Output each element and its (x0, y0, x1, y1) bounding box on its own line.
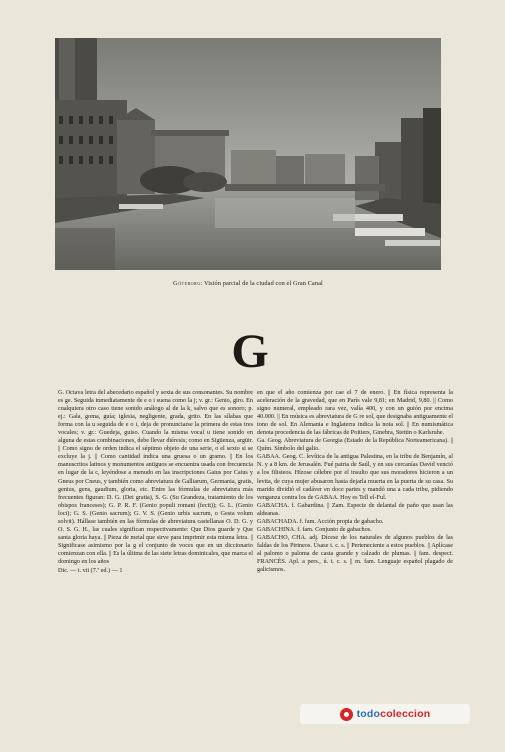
left-column (58, 389, 253, 575)
right-column (257, 389, 453, 574)
entry-g-continued: en que el año comienza por cae el 7 de enero. || En física representa la aceleración de la gravedad, que en París vale 9,81; en Madrid, 9,80. || Como signo numeral, empleado rara vez, valía 400, y con un guión por encima 40.000. || En música es abreviatura de G re sol, que designaba antiguamente el tono de sol. En Alemania e Inglaterra indica la nota sol. || En numismática denota procedencia de las fábricas de Poitiers, Ginebra, Stettin o Karlsruhe. (257, 389, 453, 437)
section-letter: G (231, 325, 269, 378)
entry-gabacho: GABACHO, CHA. adj. Dícese de los naturales de algunos pueblos de las faldas de los Pirineos. Úsase t. c. s. || Perteneciente a estos pueblos. || Aplícase al palomo o paloma de casta grande y calzado de plumas. || fam. despect. FRANCÉS. Apl. a pers., ú. t. c. s. || m. fam. Lenguaje español plagado de galicismos. (257, 533, 453, 574)
caption-text: : Visión parcial de la ciudad con el Gran Canal (200, 280, 323, 287)
todocoleccion-watermark (300, 704, 470, 724)
photo-caption (55, 280, 441, 287)
entry-gabachada: GABACHADA. f. fam. Acción propia de gabacho. (257, 517, 384, 525)
watermark-text: todocoleccion (356, 708, 431, 720)
entry-gabaa: GABAA. Geog. C. levítica de la antigua Palestina, en la tribu de Benjamín, al N. y a 8 km. de Jerusalén. Fué patria de Saúl, y en sus cercanías David venció a los filisteos. Hízose célebre por el insulto que sus moradores hicieron a un levita, de cuya mujer abusaron hasta dejarla muerta en la puerta de su casa. Su marido dividió el cadáver en doce partes y mandó una a cada tribu, pidiendo venganza contra los de GABAA. Hoy es Tell el-Ful. (257, 453, 453, 501)
city-canal-photo (55, 38, 441, 270)
entry-gabachina: GABACHINA. f. fam. Conjunto de gabachos. (257, 525, 372, 533)
page-folio: Dic. — t. vii (7.ª ed.) — 1 (58, 567, 123, 575)
entry-g: G. Octava letra del abecedario español y sexta de sus consonantes. Su nombre es ge. Seguida inmediatamente de e o i suena como la j; v. gr.: Genio, giro. En cualquiera otro caso tiene sonido análogo al de la k, salvo que es sonoro; p. ej.: Gala, goma, guía; iglesia, negligente, grada, grito. En las sílabas que forma con la u seguida de e o i, deja de pronunciarse la primera de estas tres vocales; v. gr.: Guedeja, guiso. Cuando la misma vocal u tiene sonido en alguna de estas combinaciones, debe llevar diéresis; como en Sigüenza, argüir. || Como signo de orden indica el séptimo objeto de una serie, o el sexto si se excluye la j. || Como cantidad indica una gruesa o un gramo. || En los manuscritos latinos y monumentos antiguos se encuentra usada con frecuencia en lugar de la c, leyéndose a menudo en las inscripciones Gaius por Caius y Gneus por Cneus, y también como abreviatura de Galliarum, Germania, gratis, genius, gens, gaudium, gloria, etc. Entre las fórmulas de abreviatura más frecuentes figuran: D. G. (Dei gratia), S. G. (Su Grandeza, tratamiento de los obispos franceses); G. P. R. F. (Genio populi romani (fecit)); G. L. (Genio loci); G. S. (Genio sacrum); G. V. S. (Genio urbis sacrum, o Gesta volum solvit). Hállase también en las fórmulas de abreviatura castellanas O. D. G. y O. S. G. H., las cuales significan respectivamente: Que Dios guarde y Que santa gloria haya. || Pieza de metal que sirve para imprimir esta misma letra. || Significase asimismo por la g el conjunto de voces que en un diccionario comienzan con ella. || Es la última de las siete letras dominicales, que marca el domingo en los años (58, 389, 253, 565)
caption-place: Göteborg (173, 280, 201, 287)
todocoleccion-logo-icon (340, 708, 353, 721)
entry-gabacha: GABACHA. f. Gabardina. || Zam. Especie de delantal de paño que usan las aldeanas. (257, 501, 453, 517)
entry-ga: Ga. Geog. Abreviatura de Georgia (Estado de la República Norteamericana). || Quím. Símbolo del galio. (257, 437, 453, 453)
